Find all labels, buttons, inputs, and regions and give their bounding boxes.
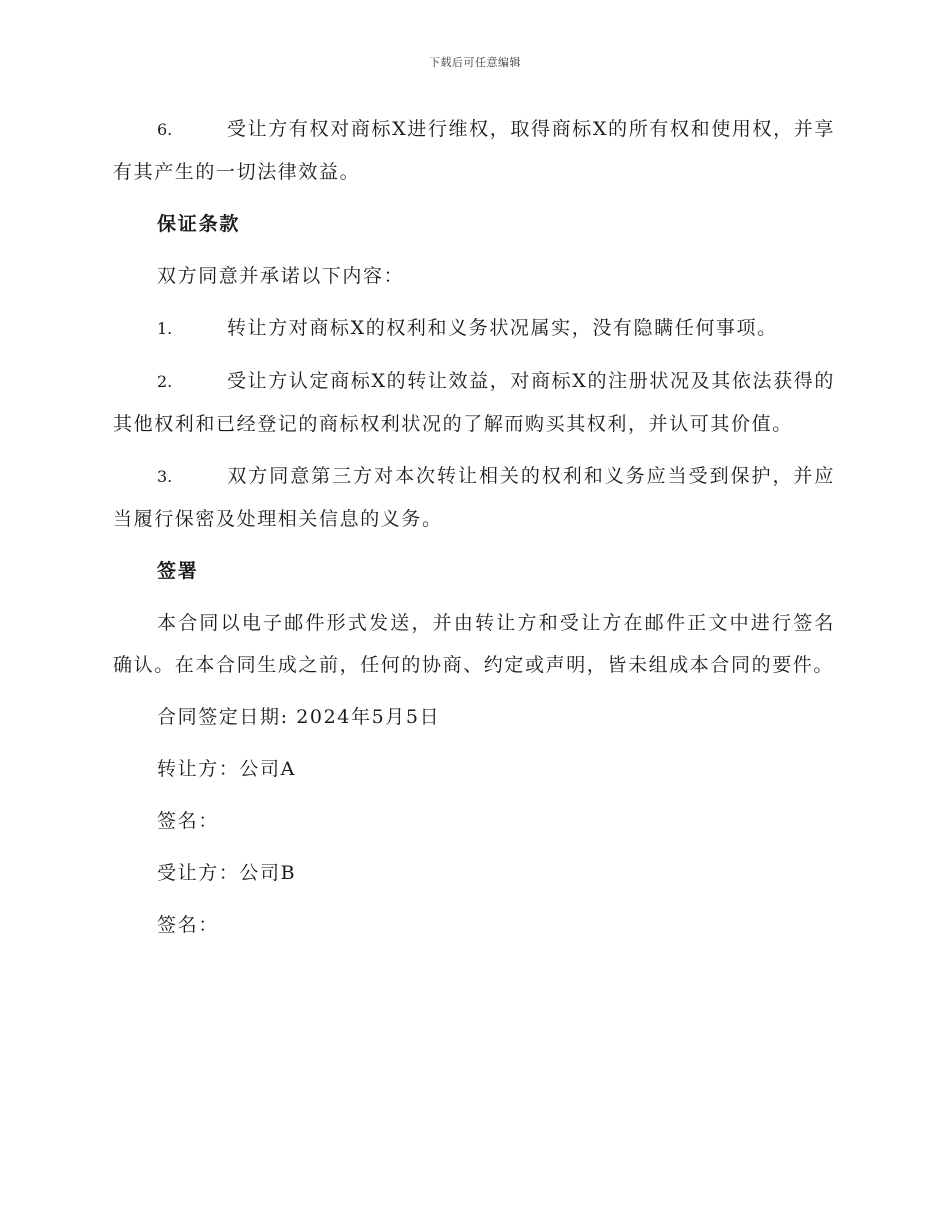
clause-text: 转让方对商标X的权利和义务状况属实，没有隐瞒任何事项。 <box>227 317 778 339</box>
clause-number: 1. <box>157 319 173 338</box>
clause-number: 3. <box>157 467 173 486</box>
transferee-line: 受让方：公司B <box>157 862 297 884</box>
guarantee-item-3 <box>113 455 835 540</box>
transferee-signature: 签名： <box>157 914 219 936</box>
contract-document <box>113 108 835 956</box>
clause-text: 受让方有权对商标X进行维权，取得商标X的所有权和使用权，并享有其产生的一切法律效益。 <box>113 118 835 183</box>
transferor-signature: 签名： <box>157 810 219 832</box>
signature-heading: 签署 <box>157 560 199 582</box>
signature-body: 本合同以电子邮件形式发送，并由转让方和受让方在邮件正文中进行签名确认。在本合同生成之前，任何的协商、约定或声明，皆未组成本合同的要件。 <box>113 612 835 676</box>
clause-number: 6. <box>157 120 173 139</box>
clause-text: 双方同意第三方对本次转让相关的权利和义务应当受到保护，并应当履行保密及处理相关信息的义务。 <box>113 465 835 530</box>
page-header-note: 下载后可任意编辑 <box>429 56 521 69</box>
transferor-line: 转让方：公司A <box>157 758 296 780</box>
clause-text: 受让方认定商标X的转让效益，对商标X的注册状况及其依法获得的其他权利和已经登记的商标权利状况的了解而购买其权利，并认可其价值。 <box>113 370 835 435</box>
guarantee-heading: 保证条款 <box>157 213 241 235</box>
guarantee-item-2 <box>113 360 835 445</box>
clause-number: 2. <box>157 372 173 391</box>
guarantee-item-1 <box>113 307 835 350</box>
guarantee-intro: 双方同意并承诺以下内容： <box>157 265 405 287</box>
contract-date: 合同签定日期: 2024年5月5日 <box>157 706 441 728</box>
clause-6 <box>113 108 835 193</box>
